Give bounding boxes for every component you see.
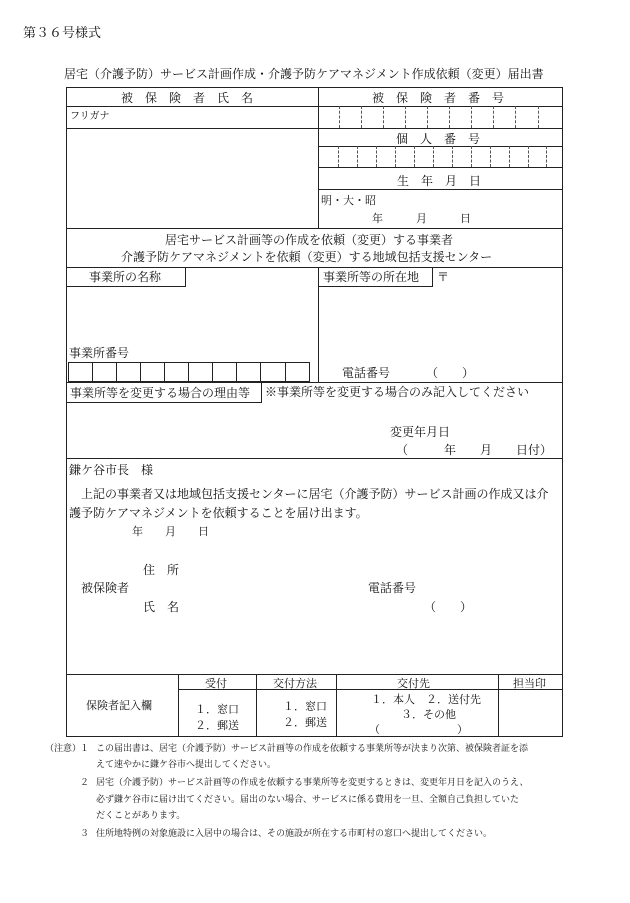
form-number: 第３６号様式 [23, 26, 102, 41]
change-date-value: （ 年 月 日付） [396, 443, 553, 457]
insured-number-header: 被 保 険 者 番 号 [372, 91, 505, 105]
change-reason-label: 事業所等を変更する場合の理由等 [70, 386, 251, 400]
office-address-label: 事業所等の所在地 [323, 270, 420, 284]
era-label: 明・大・昭 [321, 194, 376, 207]
change-reason-note: ※事業所等を変更する場合のみ記入してください [265, 385, 530, 399]
note1-line1: この届出書は、居宅（介護予防）サービス計画等の作成を依頼する事業所等が決まり次第、被保険者証を添 [96, 744, 529, 754]
note3-num: ３ [80, 829, 90, 839]
note1-num: １ [80, 744, 90, 754]
furigana-label: フリガナ [70, 111, 110, 122]
note2-line1: 居宅（介護予防）サービス計画等の作成を依頼する事業所等を変更するときは、変更年月日を記入のうえ、 [96, 778, 529, 788]
office-address-field[interactable] [324, 292, 560, 354]
note2-line2: 必ず鎌ケ谷市に届け出てください。届出のない場合、サービスに係る費用を一旦、全額自己負担していた [96, 795, 520, 805]
address-label: 住 所 [143, 563, 180, 577]
dest-opt2[interactable]: ３．その他 [401, 708, 456, 721]
notes-label: （注意） [45, 744, 82, 754]
applicant-phone-parens: （ ） [424, 600, 473, 614]
reception-opt2[interactable]: ２．郵送 [195, 719, 239, 732]
business-section-line2: 介護予防ケアマネジメントを依頼（変更）する地域包括支援センター [121, 250, 493, 264]
note3-line1: 住所地特例の対象施設に入居中の場合は、その施設が所在する市町村の窓口へ提出してください。 [96, 829, 493, 839]
dest-opt1[interactable]: １．本人 ２．送付先 [371, 693, 481, 706]
insured-name-header: 被 保 険 者 氏 名 [121, 91, 254, 105]
birthdate-ymd: 年 月 日 [372, 212, 471, 225]
name-label: 氏 名 [143, 600, 180, 614]
dest-opt3: （ ） [369, 723, 468, 736]
reception-opt1[interactable]: １．窓口 [195, 703, 239, 716]
note2-line3: だくことがあります。 [96, 811, 186, 821]
business-section-line1: 居宅サービス計画等の作成を依頼（変更）する事業者 [165, 233, 454, 247]
declaration-line2: 護予防ケアマネジメントを依頼することを届け出ます。 [69, 506, 368, 520]
form-title: 居宅（介護予防）サービス計画作成・介護予防ケアマネジメント作成依頼（変更）届出書 [64, 67, 544, 81]
declaration-line1: 上記の事業者又は地域包括支援センターに居宅（介護予防）サービス計画の作成又は介 [81, 487, 549, 501]
office-name-label: 事業所の名称 [89, 270, 162, 284]
col-staff-seal: 担当印 [513, 677, 546, 690]
applicant-phone-label: 電話番号 [368, 581, 417, 595]
office-number-label: 事業所番号 [69, 346, 130, 360]
furigana-field[interactable] [120, 108, 316, 128]
addressee: 鎌ケ谷市長 様 [69, 463, 154, 477]
applicant-address-field[interactable] [190, 560, 394, 578]
col-delivery-method: 交付方法 [273, 677, 317, 690]
insured-name-field[interactable] [72, 140, 316, 222]
col-reception: 受付 [205, 677, 227, 690]
insured-label: 被保険者 [81, 581, 130, 595]
office-name-field[interactable] [72, 292, 316, 344]
personal-number-header: 個 人 番 号 [396, 132, 481, 146]
insurer-section-label: 保険者記入欄 [86, 699, 152, 712]
office-phone-label: 電話番号 [342, 366, 391, 380]
applicant-name-field[interactable] [190, 597, 354, 615]
declaration-date: 年 月 日 [132, 525, 209, 538]
office-phone-parens: （ ） [426, 366, 475, 380]
note1-line2: えて速やかに鎌ケ谷市へ提出してください。 [96, 760, 277, 770]
col-delivery-dest: 交付先 [397, 677, 430, 690]
method-opt2[interactable]: ２．郵送 [283, 716, 327, 729]
postal-mark: 〒 [437, 270, 450, 284]
birthdate-header: 生 年 月 日 [397, 174, 482, 188]
change-date-label: 変更年月日 [390, 425, 451, 439]
note2-num: ２ [80, 778, 90, 788]
change-reason-field[interactable] [72, 406, 376, 454]
method-opt1[interactable]: １．窓口 [283, 700, 327, 713]
